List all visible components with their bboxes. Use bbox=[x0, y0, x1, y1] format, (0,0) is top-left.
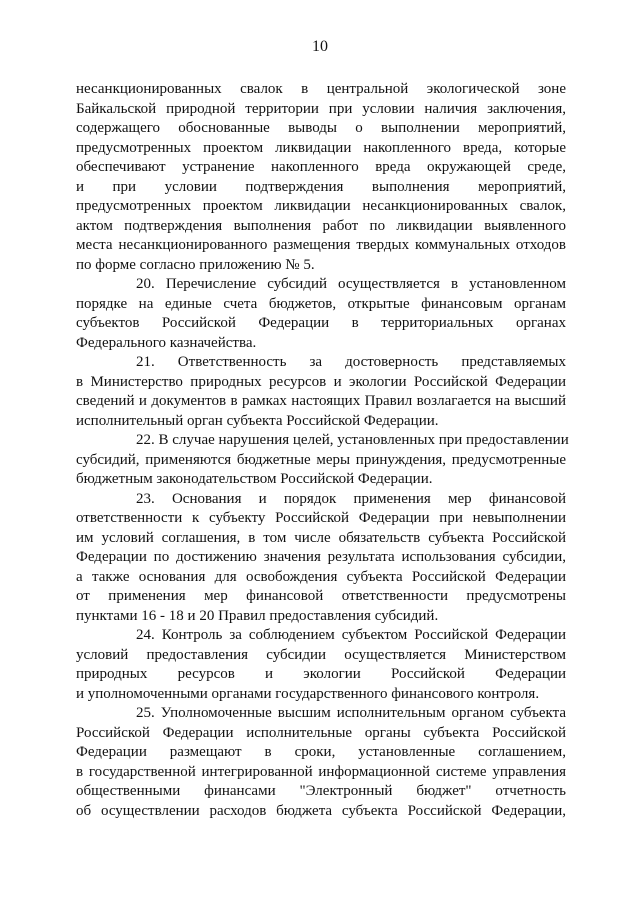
text-line: Федерального казначейства. bbox=[76, 334, 257, 351]
page-number: 10 bbox=[312, 38, 328, 55]
text-line: а также основания для освобождения субъекта Российской Федерации bbox=[76, 568, 566, 585]
text-line: исполнительный орган субъекта Российской Федерации. bbox=[76, 412, 439, 429]
text-line: Федерации размещают в сроки, установленные соглашением, bbox=[76, 744, 566, 760]
text-line: по форме согласно приложению № 5. bbox=[76, 256, 315, 273]
text-line: пунктами 16 - 18 и 20 Правил предоставления субсидий. bbox=[76, 607, 439, 624]
text-line: и уполномоченными органами государственного финансового контроля. bbox=[76, 685, 540, 702]
text-line: субсидий, применяются бюджетные меры принуждения, предусмотренные bbox=[76, 451, 566, 468]
text-line: им условий соглашения, в том числе обязательств субъекта Российской bbox=[76, 529, 566, 546]
text-line: 24. Контроль за соблюдением субъектом Российской Федерации bbox=[136, 627, 566, 643]
text-line: от применения мер финансовой ответственности предусмотрены bbox=[76, 588, 566, 604]
text-line: Российской Федерации исполнительные органы субъекта Российской bbox=[76, 724, 566, 741]
text-line: сведений и документов в рамках настоящих Правил возлагается на высший bbox=[76, 393, 566, 409]
text-line: места несанкционированного размещения твердых коммунальных отходов bbox=[76, 237, 566, 253]
text-line: Федерации по достижению значения результата использования субсидии, bbox=[76, 549, 566, 565]
text-line: об осуществлении расходов бюджета субъекта Российской Федерации, bbox=[76, 802, 566, 819]
text-line: предусмотренных проектом ликвидации накопленного вреда, которые bbox=[76, 139, 566, 156]
text-line: и при условии подтверждения выполнения мероприятий, bbox=[76, 178, 566, 195]
text-line: несанкционированных свалок в центральной экологической зоне bbox=[76, 81, 566, 97]
text-line: 23. Основания и порядок применения мер финансовой bbox=[136, 490, 566, 507]
text-line: ответственности к субъекту Российской Федерации при невыполнении bbox=[76, 510, 566, 526]
text-line: актом подтверждения выполнения работ по ликвидации выявленного bbox=[76, 217, 566, 234]
text-line: условий предоставления субсидии осуществляется Министерством bbox=[76, 646, 566, 663]
text-line: порядке на единые счета бюджетов, открытые финансовым органам bbox=[76, 295, 566, 312]
text-line: 22. В случае нарушения целей, установленных при предоставлении bbox=[136, 432, 569, 448]
text-line: обеспечивают устранение накопленного вреда окружающей среде, bbox=[76, 159, 566, 175]
text-line: содержащего обоснованные выводы о выполнении мероприятий, bbox=[76, 120, 566, 136]
text-line: общественными финансами "Электронный бюджет" отчетность bbox=[76, 783, 566, 799]
text-line: субъектов Российской Федерации в территориальных органах bbox=[76, 315, 566, 331]
document-body bbox=[76, 80, 569, 821]
text-line: 20. Перечисление субсидий осуществляется в установленном bbox=[136, 276, 566, 292]
text-line: 25. Уполномоченные высшим исполнительным органом субъекта bbox=[136, 705, 566, 721]
text-line: предусмотренных проектом ликвидации несанкционированных свалок, bbox=[76, 198, 566, 214]
text-line: 21. Ответственность за достоверность представляемых bbox=[136, 354, 566, 370]
text-line: в государственной интегрированной информационной системе управления bbox=[76, 763, 566, 780]
text-line: бюджетным законодательством Российской Федерации. bbox=[76, 471, 433, 487]
text-line: в Министерство природных ресурсов и экологии Российской Федерации bbox=[76, 373, 566, 390]
text-line: Байкальской природной территории при условии наличия заключения, bbox=[76, 100, 566, 117]
text-line: природных ресурсов и экологии Российской Федерации bbox=[76, 666, 566, 682]
